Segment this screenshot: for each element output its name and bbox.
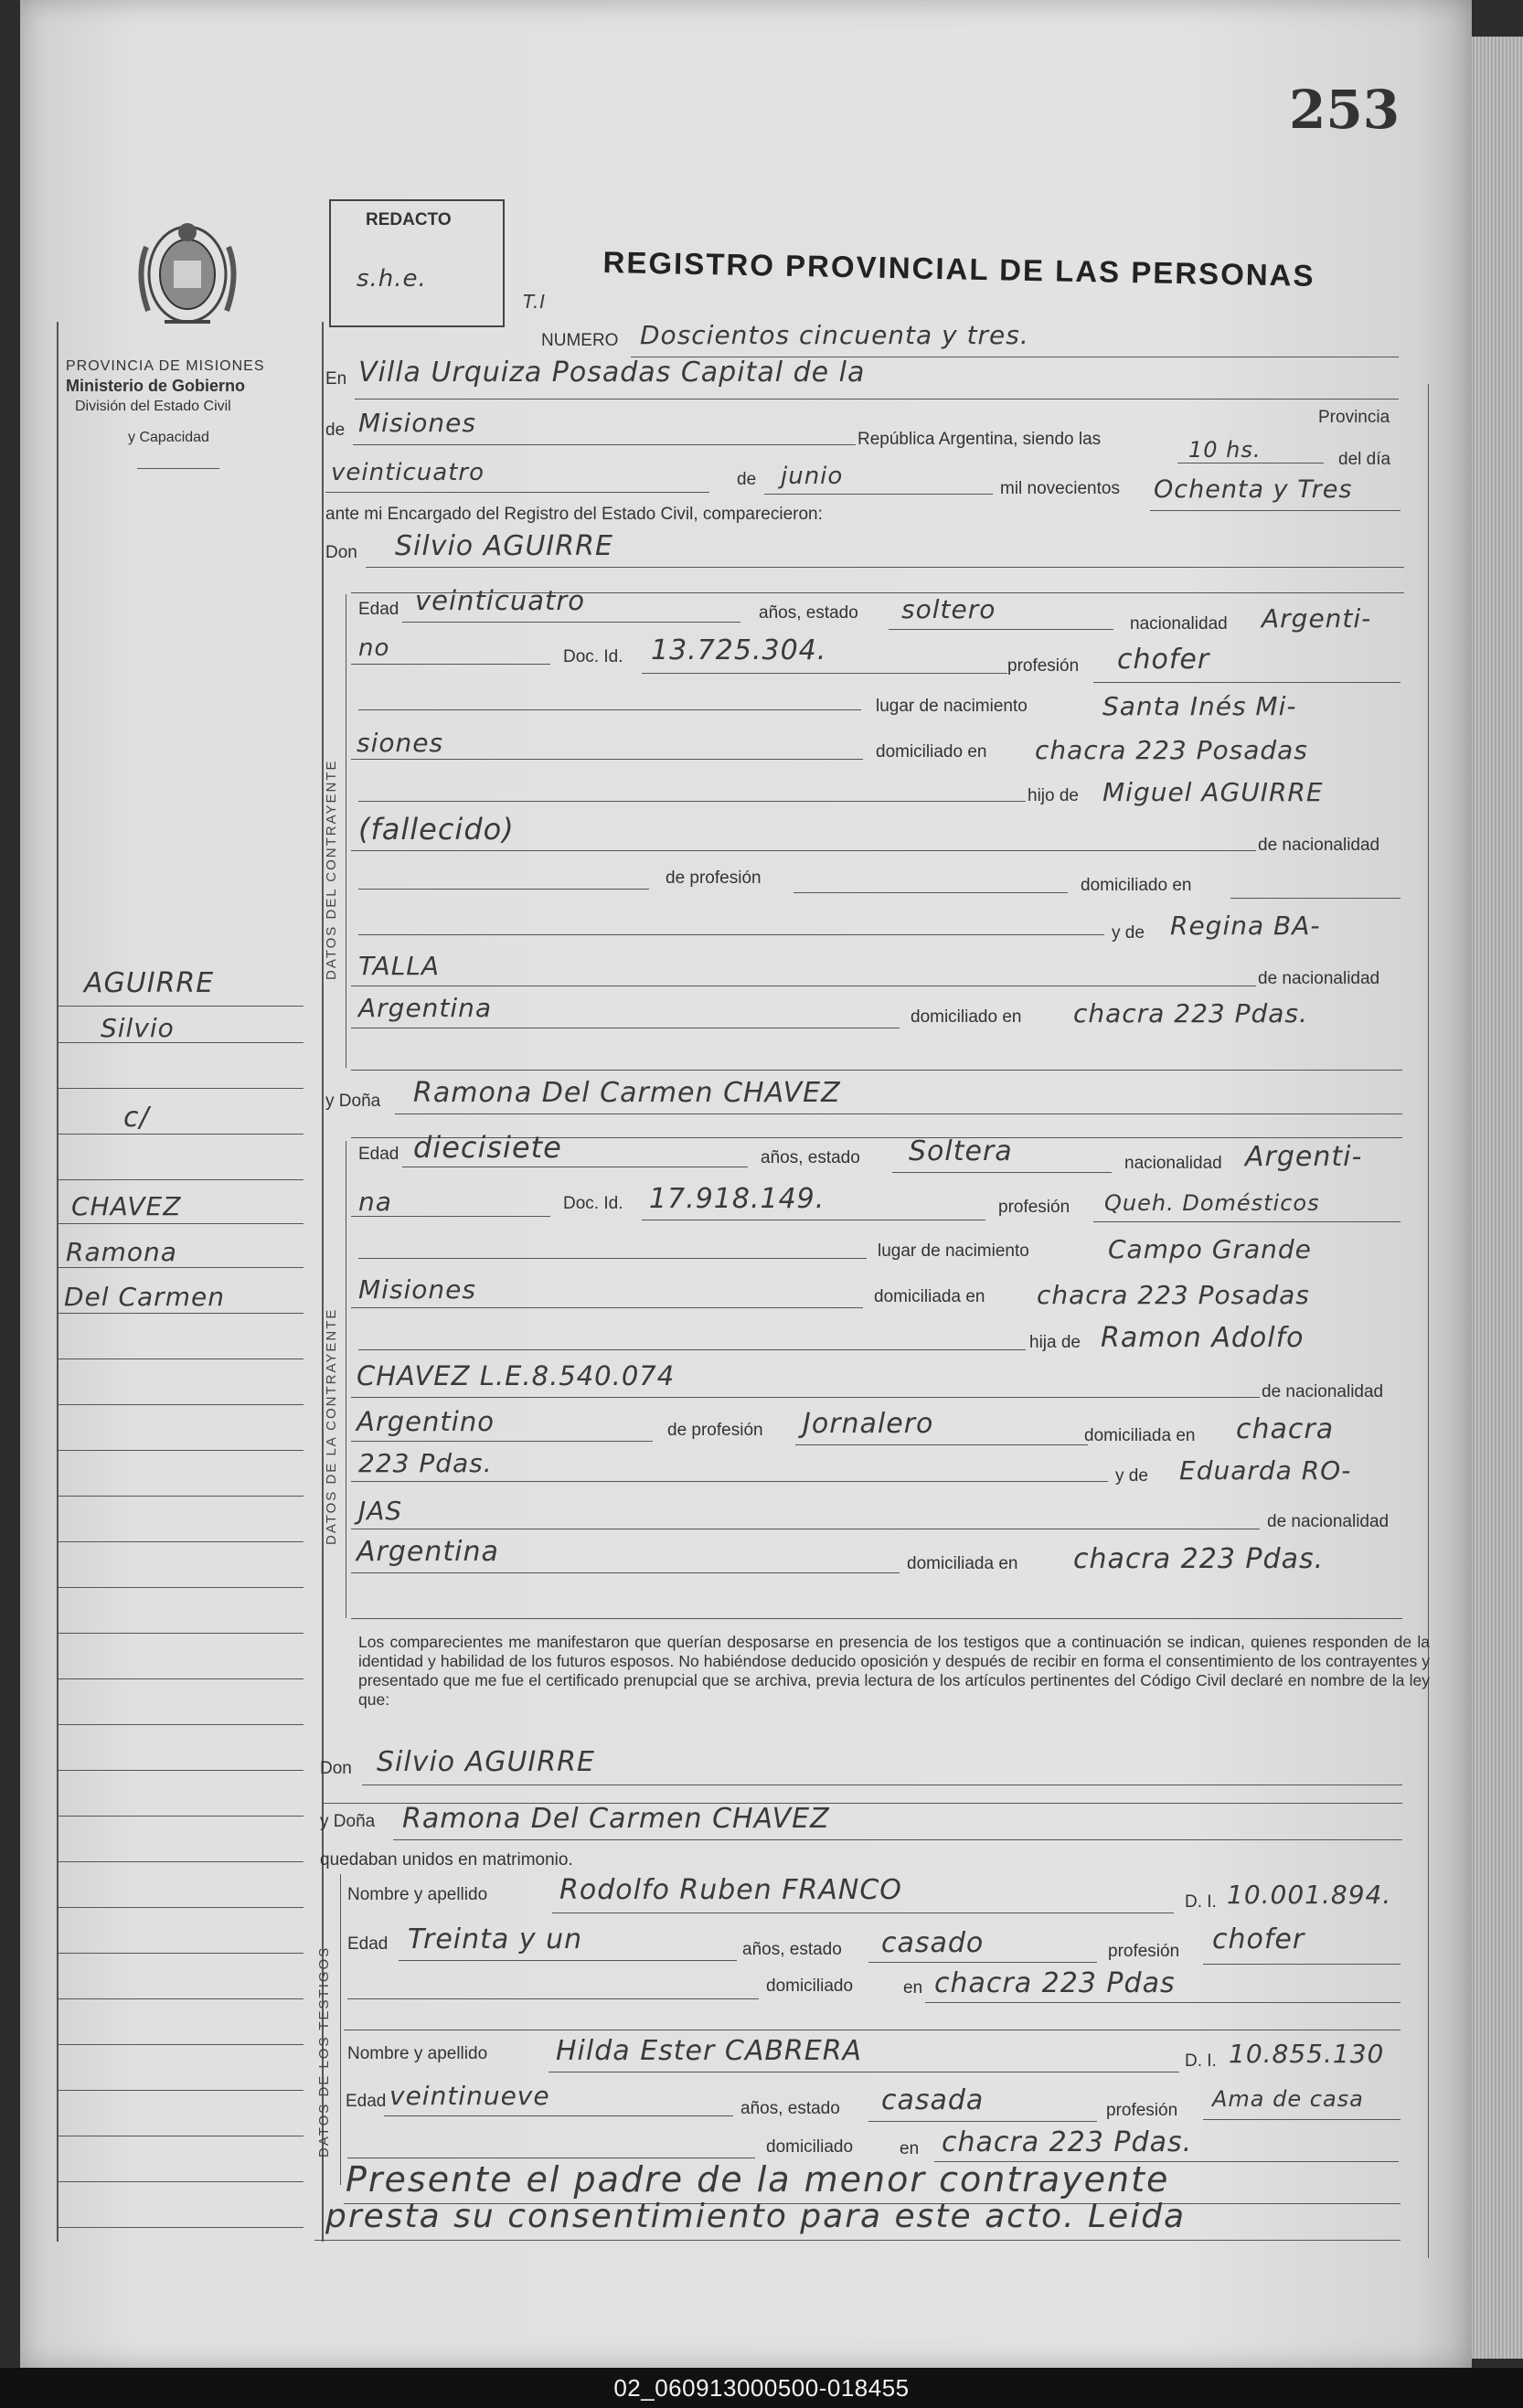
margin-note-conjunction: c/ — [123, 1102, 150, 1134]
testigo2-nombre: Hilda Ester CABRERA — [556, 2035, 863, 2067]
testigo1-nombre: Rodolfo Ruben FRANCO — [559, 1874, 902, 1906]
testigo1-edad-line — [399, 1960, 737, 1961]
profesion-f-value: Queh. Domésticos — [1104, 1190, 1320, 1216]
madre-domicilio: chacra 223 Pdas. — [1073, 998, 1308, 1028]
padre-nota: (fallecido) — [358, 812, 515, 847]
blank-line-2 — [358, 801, 1026, 802]
header-province: PROVINCIA DE MISIONES — [66, 358, 265, 374]
don-label-2: Don — [320, 1759, 352, 1778]
doc-label: Doc. Id. — [563, 647, 623, 666]
nac-line — [351, 664, 550, 665]
lugar-value: Villa Urquiza Posadas Capital de la — [358, 357, 866, 389]
madre-f-value: Eduarda RO- — [1179, 1455, 1352, 1486]
nacionalidad-f-value-2: na — [358, 1187, 392, 1217]
anios-estado-label: años, estado — [759, 603, 858, 623]
lugar-f-line-2 — [351, 1307, 863, 1308]
anio-line — [1150, 510, 1401, 511]
dona-line — [395, 1113, 1402, 1114]
redacto-label: REDACTO — [366, 210, 452, 229]
numero-label: NUMERO — [541, 331, 619, 350]
header-ministry: Ministerio de Gobierno — [66, 377, 246, 395]
lugar-nac-f-value: Campo Grande — [1108, 1234, 1312, 1264]
doc-line — [642, 673, 1007, 674]
page-title: REGISTRO PROVINCIAL DE LAS PERSONAS — [602, 245, 1315, 293]
blank-line-f1 — [358, 1258, 867, 1259]
lugar-nac-f-label: lugar de nacimiento — [878, 1241, 1029, 1261]
de-nacionalidad-f-label-2: de nacionalidad — [1267, 1512, 1390, 1531]
padre-line — [351, 850, 1256, 851]
margin-note-name-2: Ramona — [66, 1237, 177, 1267]
left-margin-rule — [57, 322, 59, 2242]
testigo1-prof-line — [1203, 1964, 1401, 1965]
image-identifier: 02_060913000500-018455 — [613, 2374, 910, 2402]
domiciliado-label-3: domiciliado en — [911, 1007, 1022, 1027]
testigo1-domicilio: chacra 223 Pdas — [934, 1967, 1176, 1999]
numero-value: Doscientos cincuenta y tres. — [640, 320, 1029, 350]
lugar-nac-value: Santa Inés Mi- — [1102, 691, 1297, 721]
profesion-label: profesión — [1007, 656, 1080, 676]
testigo1-dom-label: domiciliado — [766, 1976, 854, 1996]
profesion-f-label: profesión — [998, 1198, 1070, 1217]
lugar-nac-value-2: siones — [357, 728, 444, 758]
annotation-ti: T.I — [523, 291, 547, 313]
testigo1-estado: casado — [881, 1927, 985, 1959]
testigo2-estado-label: años, estado — [740, 2099, 840, 2118]
dona-name: Ramona Del Carmen CHAVEZ — [413, 1077, 841, 1109]
testigo2-nombre-label: Nombre y apellido — [347, 2044, 488, 2063]
mes-line — [764, 494, 993, 495]
header-rule — [137, 468, 219, 469]
edad-label: Edad — [358, 600, 399, 619]
testigo2-domicilio: chacra 223 Pdas. — [942, 2126, 1193, 2158]
margin-note-surname-2: CHAVEZ — [71, 1191, 182, 1221]
testigo2-prof-line — [1203, 2119, 1401, 2120]
don-label: Don — [325, 543, 357, 562]
estado-value: soltero — [901, 594, 996, 624]
padre-f-dom-2: 223 Pdas. — [358, 1448, 493, 1478]
nacionalidad-value-2: no — [358, 634, 390, 662]
edad-f-label: Edad — [358, 1145, 399, 1164]
testigo1-nombre-label: Nombre y apellido — [347, 1885, 488, 1904]
blank-line-6 — [358, 934, 1104, 935]
madre-nacionalidad: Argentina — [358, 993, 493, 1023]
padre-f-prof-line — [795, 1444, 1088, 1445]
blank-line-1 — [358, 709, 861, 710]
de-nacionalidad-label: de nacionalidad — [1258, 836, 1380, 855]
testigo1-di: 10.001.894. — [1227, 1880, 1392, 1910]
header-capacidad: y Capacidad — [128, 430, 209, 445]
provincia-value: Misiones — [358, 408, 476, 438]
provincia-line — [353, 444, 856, 445]
madre-f-nac: Argentina — [357, 1536, 499, 1568]
nota-line-2 — [314, 2240, 1401, 2241]
nacionalidad-label: nacionalidad — [1130, 614, 1228, 634]
hijo-de-label: hijo de — [1028, 786, 1079, 805]
nacionalidad-f-label: nacionalidad — [1124, 1154, 1222, 1173]
padre-f-prof: Jornalero — [803, 1408, 934, 1440]
domiciliada-label-3: domiciliada en — [907, 1554, 1018, 1573]
testigo2-di: 10.855.130 — [1229, 2039, 1385, 2069]
testigo1-profesion: chofer — [1212, 1923, 1305, 1955]
nacionalidad-value: Argenti- — [1262, 603, 1372, 634]
profesion-value: chofer — [1117, 644, 1210, 676]
madre-value-2: TALLA — [358, 951, 441, 981]
blank-line-4 — [793, 892, 1068, 893]
domiciliado-label: domiciliado en — [876, 742, 987, 762]
padre-f-value: Ramon Adolfo — [1101, 1322, 1305, 1354]
de-mes-label: de — [737, 470, 757, 489]
don-name: Silvio AGUIRRE — [395, 530, 613, 562]
madre-f-value-2: JAS — [358, 1496, 403, 1526]
book-page-edges — [1472, 37, 1523, 2359]
y-de-f-label: y de — [1115, 1466, 1148, 1486]
matrimonio-dona-line — [393, 1839, 1402, 1840]
margin-note-name: Silvio — [101, 1013, 175, 1043]
domiciliada-label-2: domiciliada en — [1084, 1426, 1196, 1445]
margin-note-surname: AGUIRRE — [84, 967, 215, 999]
domiciliada-label: domiciliada en — [874, 1287, 985, 1306]
testigo1-profesion-label: profesión — [1108, 1942, 1180, 1961]
blank-line-3 — [358, 889, 649, 890]
testigo2-edad: veintinueve — [389, 2081, 550, 2111]
contrayente-f-end-line — [351, 1618, 1402, 1619]
nac-f-line — [351, 1216, 550, 1217]
y-dona-label: y Doña — [325, 1092, 381, 1111]
domiciliado-label-2: domiciliado en — [1081, 876, 1192, 895]
de-label: de — [325, 421, 346, 440]
ante-label: ante mi Encargado del Registro del Estado Civil, comparecieron: — [325, 505, 823, 524]
hija-de-label: hija de — [1029, 1333, 1081, 1352]
madre-f-nac-line — [351, 1572, 900, 1573]
mil-label: mil novecientos — [1000, 479, 1120, 498]
padre-f-line — [351, 1397, 1260, 1398]
datos-contrayente-label: DATOS DEL CONTRAYENTE — [324, 759, 339, 980]
testigo2-en-label: en — [900, 2139, 920, 2158]
testigo1-edad-label: Edad — [347, 1934, 389, 1954]
de-profesion-f-label: de profesión — [667, 1421, 763, 1440]
datos-testigos-label: DATOS DE LOS TESTIGOS — [316, 1945, 332, 2158]
testigo1-blank-line — [347, 1998, 759, 1999]
profesion-line — [1093, 682, 1401, 683]
declaration-paragraph: Los comparecientes me manifestaron que querían desposarse en presencia de los testigos que a continuación se indican, quienes responden de la identidad y habilidad de los futuros esposos. No habiéndose deducido oposición y después de recibir en forma el consentimiento de los contrayentes y presentado que me fue el certificado prenupcial que se archiva, previa lectura de los artículos pertinentes del Código Civil declaré en nombre de la ley que: — [358, 1633, 1430, 1709]
madre-f-dom: chacra 223 Pdas. — [1073, 1543, 1325, 1575]
en-label: En — [325, 369, 347, 389]
nacionalidad-f-value: Argenti- — [1245, 1141, 1363, 1173]
contrayente-end-line — [351, 1070, 1402, 1071]
testigo1-estado-line — [868, 1962, 1097, 1963]
anios-estado-f-label: años, estado — [761, 1148, 860, 1167]
edad-line — [402, 622, 740, 623]
y-dona-label-2: y Doña — [320, 1812, 376, 1831]
padre-f-nac-line — [351, 1441, 653, 1442]
hora-value: 10 hs. — [1188, 437, 1262, 463]
testigo2-dom-label: domiciliado — [766, 2137, 854, 2157]
padre-f-dom-line — [351, 1481, 1108, 1482]
testigo1-di-label: D. I. — [1185, 1892, 1217, 1912]
profesion-f-line — [1093, 1221, 1401, 1222]
domicilio-f-value: chacra 223 Posadas — [1037, 1280, 1310, 1310]
blank-line-f2 — [358, 1349, 1026, 1350]
lugar-line — [355, 399, 1399, 400]
domicilio-value: chacra 223 Posadas — [1035, 735, 1308, 765]
lugar-nac-f-value-2: Misiones — [358, 1274, 476, 1305]
testigo2-profesion-label: profesión — [1106, 2101, 1178, 2120]
header-division: División del Estado Civil — [75, 399, 231, 414]
padre-f-value-2: CHAVEZ L.E.8.540.074 — [357, 1360, 676, 1391]
testigos-bracket — [340, 1874, 341, 2185]
testigo2-di-label: D. I. — [1185, 2051, 1217, 2071]
margin-note-name-3: Del Carmen — [64, 1282, 225, 1312]
provincia-label: Provincia — [1318, 408, 1390, 427]
y-de-label: y de — [1112, 923, 1145, 943]
lugar-nac-label: lugar de nacimiento — [876, 697, 1028, 716]
testigo2-estado-line — [868, 2121, 1097, 2122]
don-line — [366, 567, 1404, 568]
anio-value: Ochenta y Tres — [1154, 475, 1353, 504]
padre-f-dom: chacra — [1236, 1413, 1335, 1445]
republica-label: República Argentina, siendo las — [857, 430, 1102, 449]
testigo1-en-label: en — [903, 1978, 923, 1998]
de-nacionalidad-label-2: de nacionalidad — [1258, 969, 1380, 988]
blank-line-5 — [1230, 898, 1401, 899]
dia-line — [325, 492, 709, 493]
testigo1-edad: Treinta y un — [408, 1923, 583, 1955]
matrimonio-don: Silvio AGUIRRE — [377, 1746, 595, 1778]
estado-line — [889, 629, 1113, 630]
testigo2-edad-line — [384, 2115, 733, 2116]
testigo1-dom-line — [925, 2002, 1401, 2003]
de-nacionalidad-f-label: de nacionalidad — [1262, 1382, 1384, 1401]
mes-value: junio — [781, 463, 844, 490]
testigo2-estado: casada — [881, 2084, 985, 2116]
nota-final-line2: presta su consentimiento para este acto. Leida — [325, 2198, 1187, 2235]
testigo2-profesion: Ama de casa — [1212, 2086, 1364, 2112]
estado-f-value: Soltera — [909, 1135, 1013, 1167]
edad-value: veinticuatro — [415, 585, 585, 616]
lugar-line-2 — [351, 759, 863, 760]
doc-f-value: 17.918.149. — [649, 1183, 825, 1215]
de-profesion-label: de profesión — [666, 868, 762, 888]
testigo1-estado-label: años, estado — [742, 1940, 842, 1959]
del-dia-label: del día — [1338, 450, 1391, 469]
madre-value: Regina BA- — [1170, 911, 1321, 941]
redacto-value: s.h.e. — [357, 265, 427, 293]
estado-f-line — [892, 1172, 1112, 1173]
doc-f-label: Doc. Id. — [563, 1194, 623, 1213]
edad-f-value: diecisiete — [413, 1130, 562, 1165]
quedaban-label: quedaban unidos en matrimonio. — [320, 1850, 573, 1870]
coat-of-arms-icon — [128, 210, 247, 338]
datos-la-contrayente-label: DATOS DE LA CONTRAYENTE — [324, 1307, 339, 1545]
matrimonio-dona: Ramona Del Carmen CHAVEZ — [402, 1803, 830, 1835]
padre-value: Miguel AGUIRRE — [1102, 777, 1324, 807]
doc-value: 13.725.304. — [651, 634, 827, 666]
dia-value: veinticuatro — [331, 459, 485, 486]
padre-f-nac: Argentino — [357, 1406, 495, 1437]
nota-final-line1: Presente el padre de la menor contrayente — [346, 2159, 1170, 2200]
page-number: 253 — [1289, 79, 1401, 141]
right-rule — [1428, 384, 1429, 2258]
testigo2-edad-label: Edad — [346, 2092, 387, 2111]
